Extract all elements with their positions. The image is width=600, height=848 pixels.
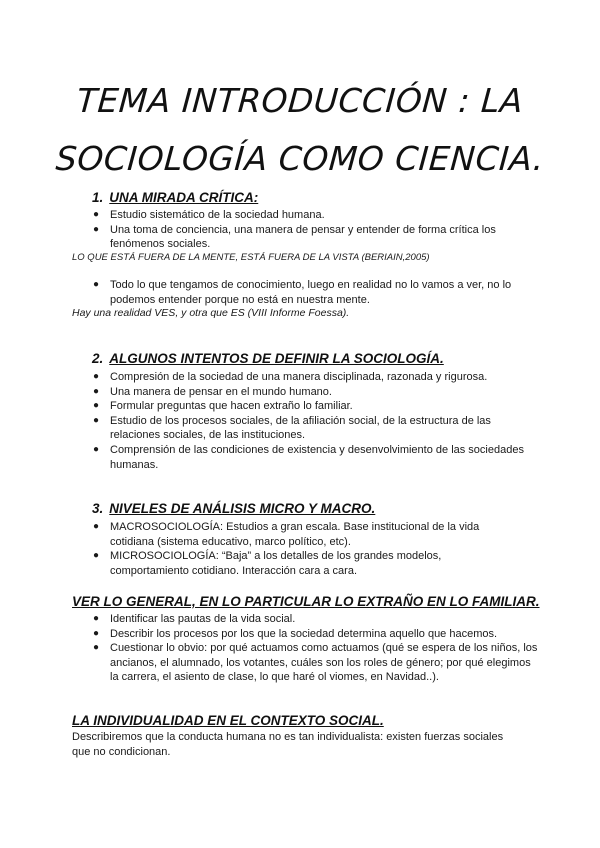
section-2-list: [88, 370, 538, 472]
list-item: ● Una toma de conciencia, una manera de pensar y entender de forma crítica los fenómenos sociales.: [93, 223, 496, 251]
list-item: ● Todo lo que tengamos de conocimiento, luego en realidad no lo vamos a ver, no lo podemos entender porque no está en nuestra mente.: [93, 279, 512, 306]
list-item: ● Compresión de la sociedad de una manera disciplinada, razonada y rigurosa.: [93, 371, 488, 383]
list-item: ● Cuestionar lo obvio: por qué actuamos como actuamos (qué se espera de los niños, los ancianos, el alumnado, los votantes, cuáles son los roles de género; por qué elegimos la carrera, el asiento de clase, lo que haré ol viomes, en Navidad..).: [93, 642, 538, 684]
section-2-heading-text: ALGUNOS INTENTOS DE DEFINIR LA SOCIOLOGÍA.: [109, 351, 444, 366]
list-item: ● MICROSOCIOLOGÍA: “Baja” a los detalles de los grandes modelos, comportamiento cotidiano. Interacción cara a cara.: [93, 550, 442, 577]
bullet-icon: ●: [93, 371, 100, 382]
section-1-list-a: [88, 208, 528, 252]
title-line-1: TEMA INTRODUCCIÓN : LA: [75, 81, 525, 120]
section-3-list: [88, 520, 518, 578]
bullet-icon: ●: [93, 443, 100, 455]
list-item: ● Estudio de los procesos sociales, de la afiliación social, de la estructura de las relaciones sociales, de las instituciones.: [93, 414, 491, 442]
section-4-list: [88, 612, 538, 685]
title-line-2: SOCIOLOGÍA COMO CIENCIA.: [54, 139, 546, 178]
bullet-icon: ●: [93, 550, 100, 562]
section-2-number: 2.: [92, 351, 104, 366]
bullet-icon: ●: [93, 521, 100, 532]
bullet-icon: ●: [93, 627, 100, 639]
list-item: ● Describir los procesos por los que la sociedad determina aquello que hacemos.: [93, 627, 498, 640]
section-2-heading: [92, 351, 444, 366]
bullet-icon: ●: [93, 209, 100, 220]
list-item: ● Estudio sistemático de la sociedad humana.: [93, 209, 325, 221]
section-1-heading: [92, 190, 258, 205]
section-3-heading-text: NIVELES DE ANÁLISIS MICRO Y MACRO.: [109, 501, 376, 516]
list-item: ● Una manera de pensar en el mundo humano.: [93, 385, 332, 398]
bullet-icon: ●: [93, 279, 100, 290]
section-4-heading: VER LO GENERAL, EN LO PARTICULAR LO EXTRAÑO EN LO FAMILIAR.: [72, 594, 540, 609]
list-item: ● Identificar las pautas de la vida social.: [93, 613, 296, 625]
bullet-icon: ●: [93, 642, 100, 654]
section-5-text: Describiremos que la conducta humana no es tan individualista: existen fuerzas sociales que no condicionan.: [72, 731, 504, 758]
section-3-number: 3.: [92, 501, 104, 516]
list-item: ● Formular preguntas que hacen extraño lo familiar.: [93, 400, 353, 413]
quote-foessa: Hay una realidad VES, y otra que ES (VIII Informe Foessa).: [72, 307, 350, 319]
section-1-list-b: [88, 278, 528, 307]
bullet-icon: ●: [93, 223, 100, 235]
section-3-heading: [92, 501, 375, 516]
list-item: ● Comprensión de las condiciones de existencia y desenvolvimiento de las sociedades humanas.: [93, 443, 524, 471]
bullet-icon: ●: [93, 414, 100, 426]
list-item: ● MACROSOCIOLOGÍA: Estudios a gran escala. Base institucional de la vida cotidiana (sistema educativo, marco político, etc).: [93, 521, 480, 548]
bullet-icon: ●: [93, 400, 100, 412]
bullet-icon: ●: [93, 613, 100, 624]
section-1-number: 1.: [92, 190, 104, 205]
section-1-heading-text: UNA MIRADA CRÍTICA:: [109, 190, 259, 205]
quote-beriain: LO QUE ESTÁ FUERA DE LA MENTE, ESTÁ FUERA DE LA VISTA (BERIAIN,2005): [72, 252, 430, 263]
section-5-heading: LA INDIVIDUALIDAD EN EL CONTEXTO SOCIAL.: [72, 713, 384, 728]
bullet-icon: ●: [93, 385, 100, 397]
